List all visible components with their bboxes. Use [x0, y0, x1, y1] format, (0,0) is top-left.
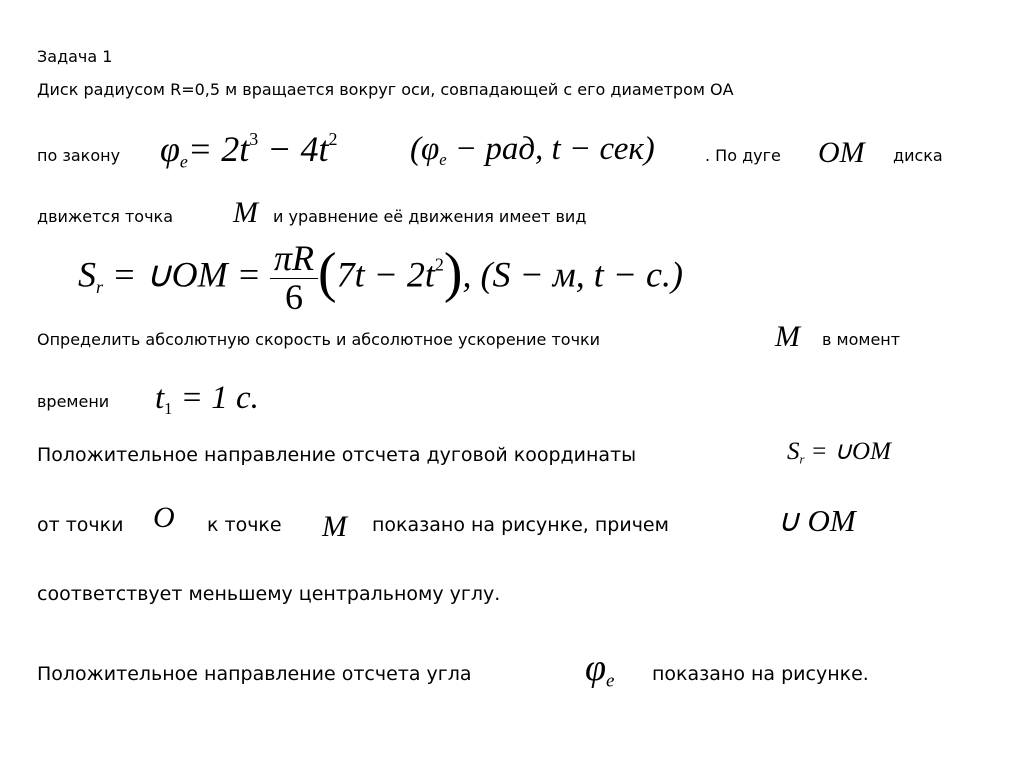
- units-open: (φ: [410, 131, 440, 167]
- law-rhs-part1: = 2t: [187, 129, 250, 169]
- power-2: 2: [328, 128, 338, 149]
- s-symbol-2: S: [787, 438, 800, 465]
- arc-om-label: OM: [818, 136, 865, 169]
- law-rhs-part2: − 4t: [258, 129, 329, 169]
- units-subscript-e: e: [439, 149, 447, 169]
- motion-equation-formula: [78, 240, 683, 317]
- paren-open: (: [317, 242, 337, 305]
- units-rest: − рад, t − сек): [446, 131, 655, 167]
- subscript-r-2: r: [799, 452, 805, 467]
- task-intro-line: Диск радиусом R=0,5 м вращается вокруг оси, совпадающей с его диаметром ОА: [37, 80, 734, 99]
- t-symbol: t: [155, 380, 165, 416]
- time-text: времени: [37, 392, 110, 411]
- point-m-label-3: M: [322, 510, 347, 543]
- seven-t-term: 7t − 2t: [336, 254, 435, 295]
- point-m-label-2: M: [775, 320, 800, 353]
- positive-arc-text: Положительное направление отсчета дуговой координаты: [37, 444, 637, 466]
- positive-angle-text: Положительное направление отсчета угла: [37, 663, 472, 685]
- shown-text: показано на рисунке, причем: [372, 514, 669, 536]
- pi-r-over-6-fraction: [270, 240, 318, 317]
- subscript-e-2: e: [606, 670, 615, 692]
- law-label: по закону: [37, 146, 121, 165]
- phi-symbol: φ: [160, 129, 180, 169]
- task-text: Определить абсолютную скорость и абсолютное ускорение точки: [37, 330, 601, 349]
- equation-text: и уравнение её движения имеет вид: [273, 207, 587, 226]
- equals-one-c: = 1 c.: [172, 380, 259, 416]
- point-o-label: O: [153, 501, 175, 534]
- subscript-r: r: [96, 276, 104, 297]
- arc-coordinate-formula: [787, 436, 891, 467]
- paren-close: ): [443, 242, 463, 305]
- task-title: Задача 1: [37, 47, 113, 66]
- corresponds-text: соответствует меньшему центральному углу.: [37, 583, 501, 605]
- power-3: 3: [249, 128, 259, 149]
- phi-symbol-2: φ: [585, 647, 607, 689]
- rotation-units-formula: [410, 131, 655, 170]
- phi-e-symbol: [585, 646, 614, 693]
- subscript-e: e: [179, 151, 188, 172]
- s-symbol: S: [78, 254, 96, 295]
- motion-units: , (S − м, t − с.): [462, 254, 683, 295]
- to-point-text: к точке: [207, 514, 282, 536]
- shown-end-text: показано на рисунке.: [652, 663, 869, 685]
- disk-text: диска: [893, 146, 943, 165]
- from-point-text: от точки: [37, 514, 124, 536]
- point-m-label: M: [233, 196, 258, 229]
- rotation-law-formula: [160, 128, 338, 172]
- fraction-denominator: 6: [284, 276, 303, 317]
- moment-text: в момент: [822, 330, 901, 349]
- subscript-1: 1: [164, 398, 173, 418]
- fraction-numerator: πR: [270, 240, 318, 279]
- arc-text: . По дуге: [705, 146, 781, 165]
- point-moves-text: движется точка: [37, 207, 174, 226]
- equals-arc-om: = ∪OM =: [103, 254, 270, 295]
- power-2-s: 2: [434, 254, 444, 275]
- time-formula: [155, 380, 259, 419]
- arc-om-symbol: ∪ OM: [777, 503, 856, 538]
- equals-arc-om-2: = ∪OM: [804, 438, 891, 465]
